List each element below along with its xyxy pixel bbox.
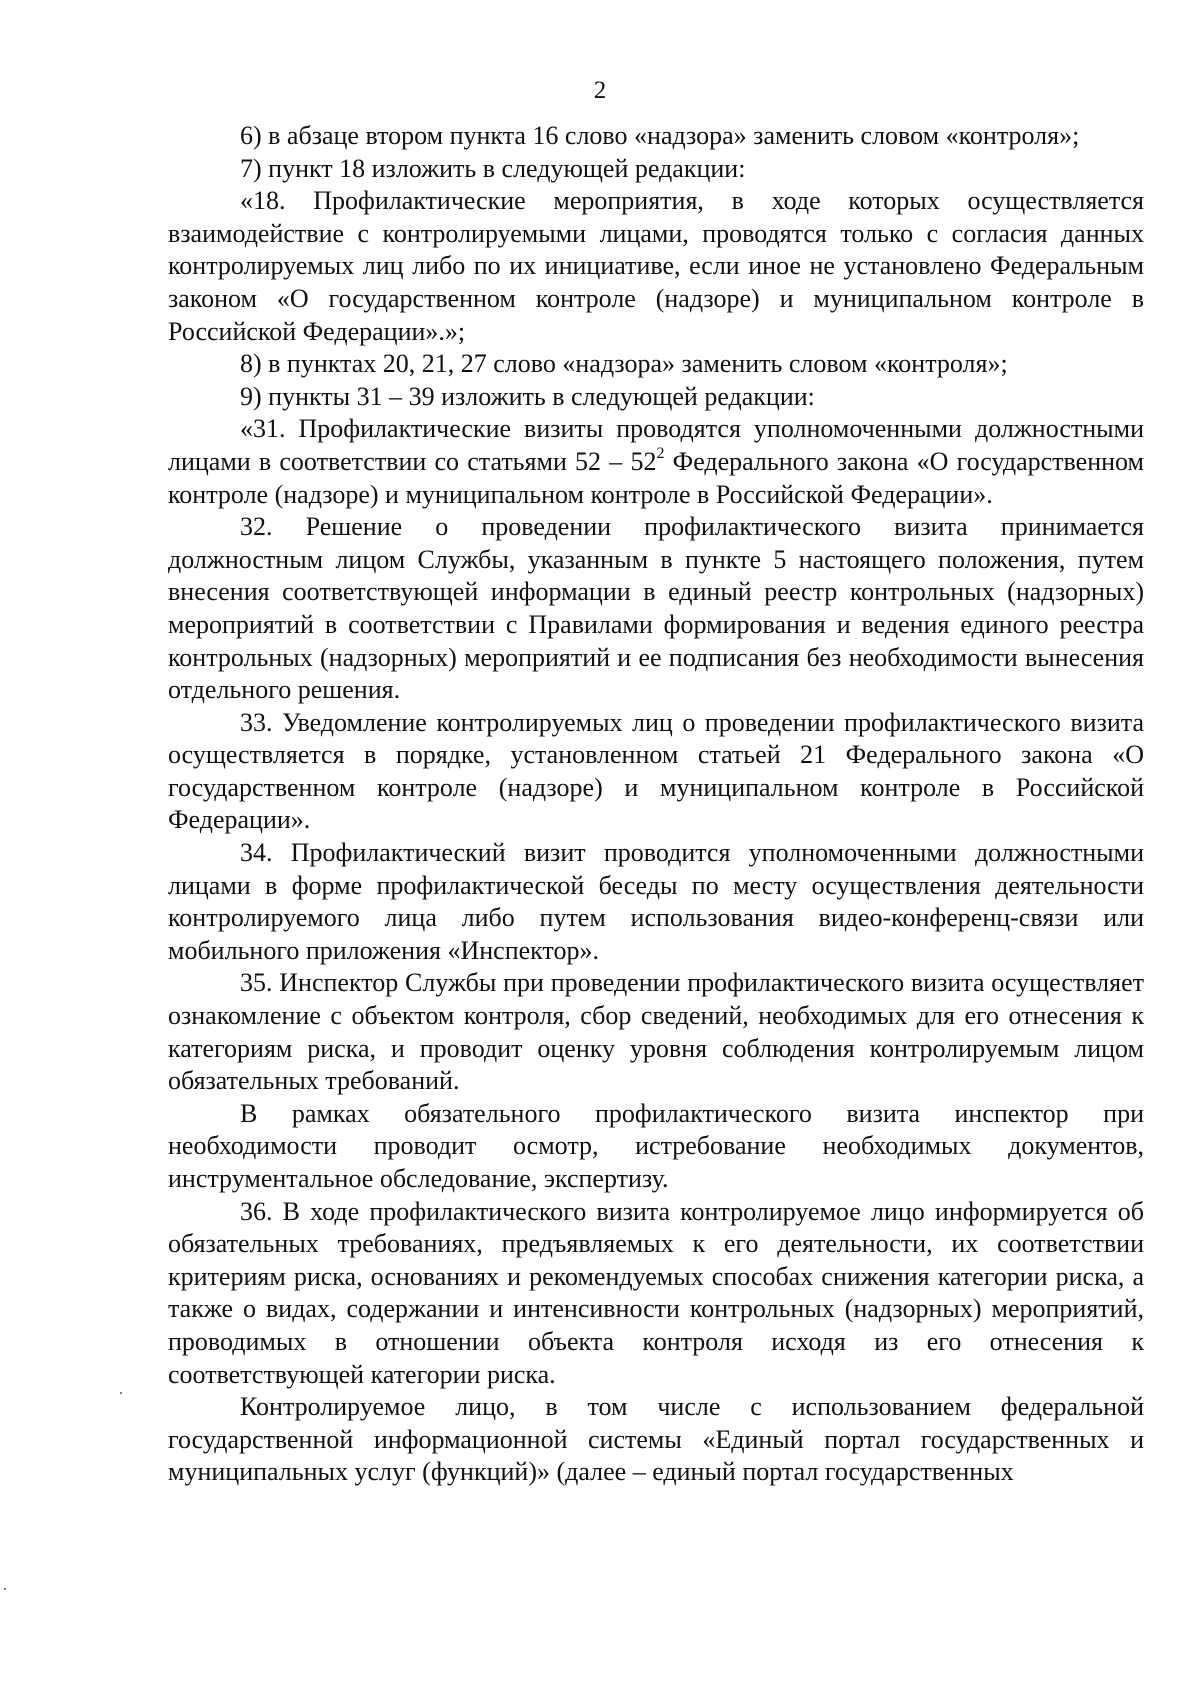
paragraph-item-6: 6) в абзаце втором пункта 16 слово «надзора» заменить словом «контроля»; (240, 121, 1080, 150)
paragraph-item-8: 8) в пунктах 20, 21, 27 слово «надзора» заменить словом «контроля»; (240, 349, 1008, 379)
paragraph-point-18: «18. Профилактические мероприятия, в ходе которых осуществляется взаимодействие с контролируемыми лицами, проводятся только с согласия данных контролируемых лиц либо по их инициативе, если иное не установлено Федеральным законом «О государственном контроле (надзоре) и муниципальном контроле в Российской Федерации».»; (168, 186, 1144, 346)
scan-dot (120, 1392, 122, 1394)
scan-dot (4, 1588, 6, 1590)
paragraph-point-31 (168, 413, 1144, 511)
paragraph-point-31-text: «31. Профилактические визиты проводятся уполномоченными должностными лицами в соответствии со статьями 52 – 52 (168, 414, 1144, 476)
paragraph-point-31-tail: Федерального закона «О государственном контроле (надзоре) и муниципальном контроле в Российской Федерации». (168, 446, 1144, 509)
page-number: 2 (593, 77, 607, 104)
paragraph-point-32: 32. Решение о проведении профилактического визита принимается должностным лицом Службы, указанным в пункте 5 настоящего положения, путем внесения соответствующей информации в единый реестр контрольных (надзорных) мероприятий в соответствии с Правилами формирования и ведения единого реестра контрольных (надзорных) мероприятий и ее подписания без необходимости вынесения отдельного решения. (168, 512, 1144, 705)
paragraph-item-9: 9) пункты 31 – 39 изложить в следующей редакции: (240, 381, 815, 411)
paragraph-point-34: 34. Профилактический визит проводится уполномоченными должностными лицами в форме профилактической беседы по месту осуществления деятельности контролируемого лица либо путем использования видео-конференц-связи или мобильного приложения «Инспектор». (168, 838, 1144, 965)
paragraph-item-7: 7) пункт 18 изложить в следующей редакции: (240, 153, 746, 183)
document-body (168, 120, 1144, 1489)
paragraph-point-33: 33. Уведомление контролируемых лиц о проведении профилактического визита осуществляется в порядке, установленном статьей 21 Федерального закона «О государственном контроле (надзоре) и муниципальном контроле в Российской Федерации». (168, 707, 1144, 835)
paragraph-point-35-continued: В рамках обязательного профилактического визита инспектор при необходимости проводит осмотр, истребование необходимых документов, инструментальное обследование, экспертизу. (168, 1098, 1144, 1193)
paragraph-point-36-continued: Контролируемое лицо, в том числе с использованием федеральной государственной информационной системы «Единый портал государственных и муниципальных услуг (функций)» (далее – единый портал государственных (168, 1392, 1144, 1487)
paragraph-point-35: 35. Инспектор Службы при проведении профилактического визита осуществляет ознакомление с объектом контроля, сбор сведений, необходимых для его отнесения к категориям риска, и проводит оценку уровня соблюдения контролируемым лицом обязательных требований. (168, 968, 1144, 1096)
article-superscript: 2 (656, 445, 665, 463)
paragraph-point-36: 36. В ходе профилактического визита контролируемое лицо информируется об обязательных требованиях, предъявляемых к его деятельности, их соответствии критериям риска, основаниях и рекомендуемых способах снижения категории риска, а также о видах, содержании и интенсивности контрольных (надзорных) мероприятий, проводимых в отношении объекта контроля исходя из его отнесения к соответствующей категории риска. (168, 1196, 1144, 1389)
